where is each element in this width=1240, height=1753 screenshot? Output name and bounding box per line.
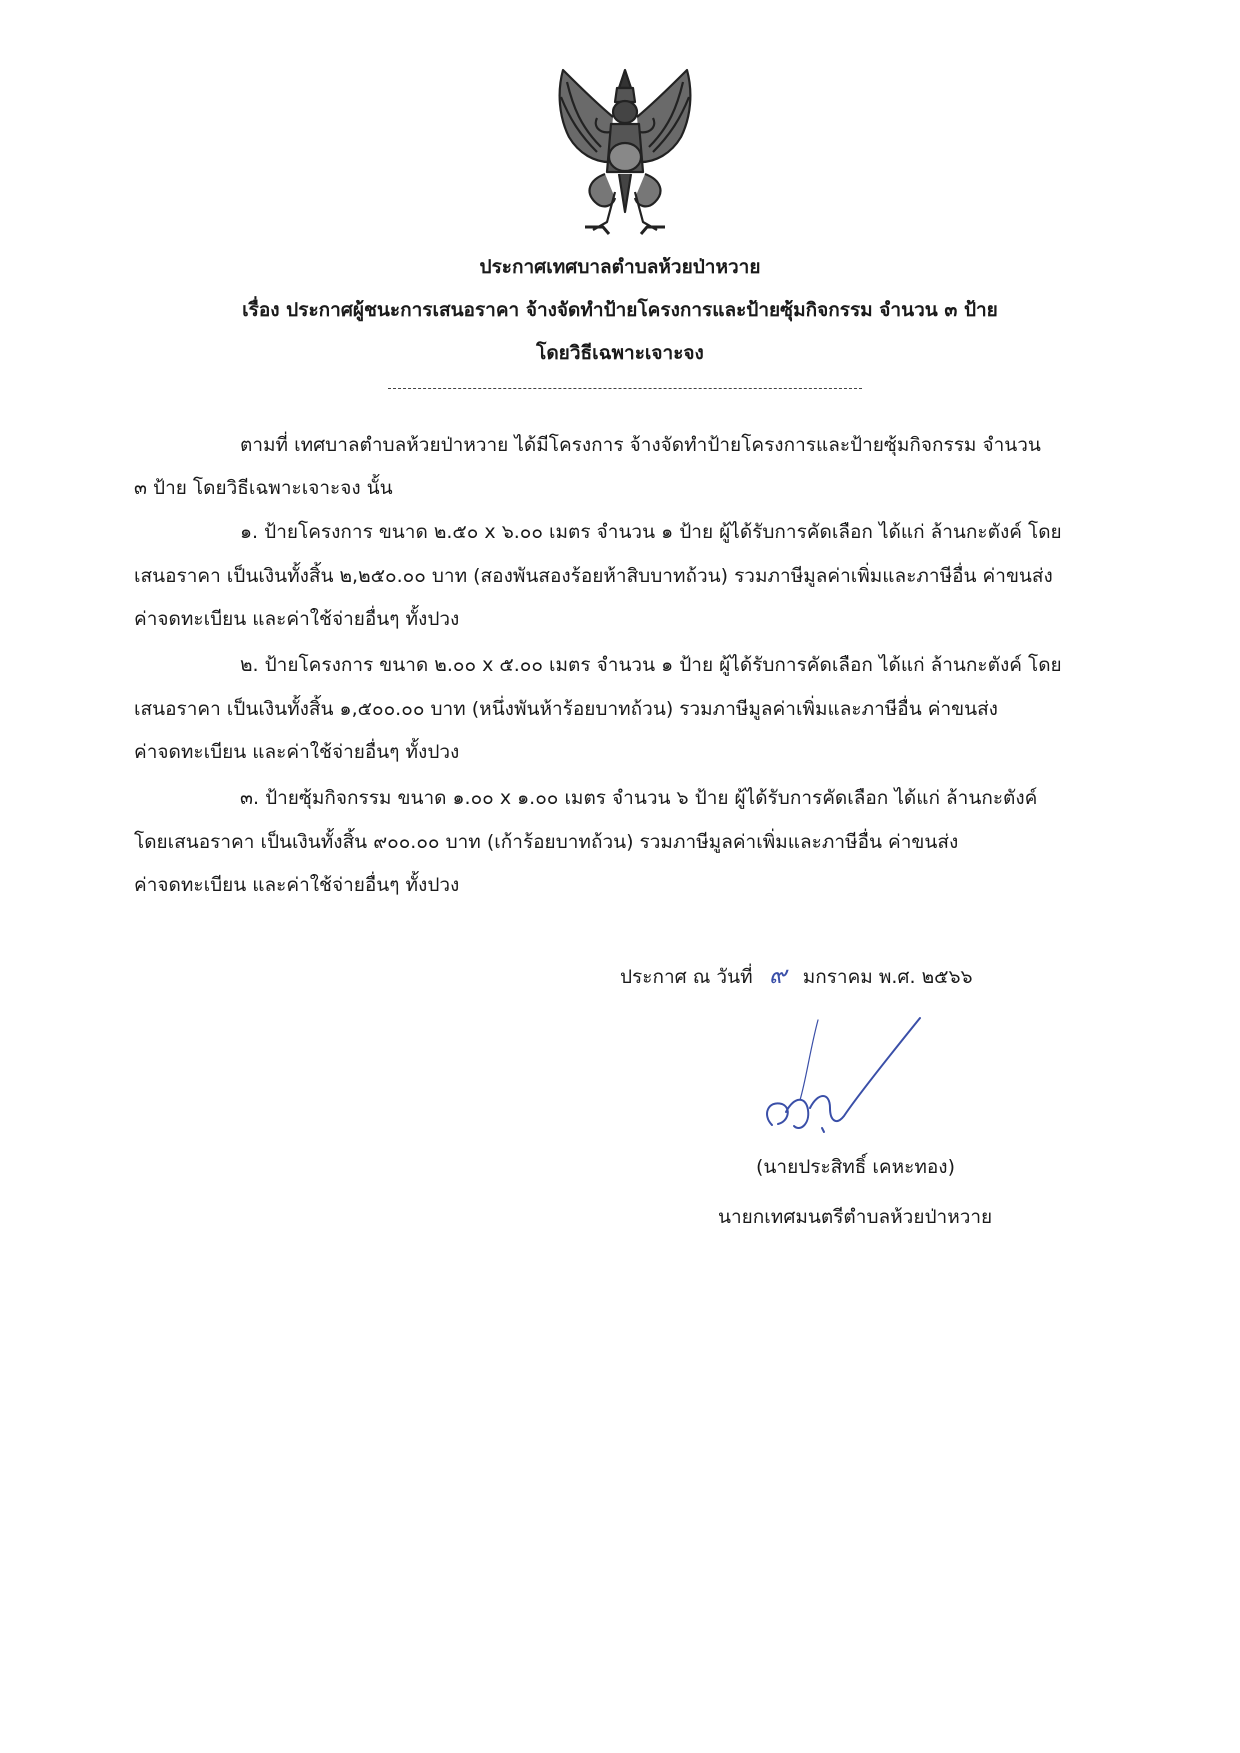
item-3-line-3: ค่าจดทะเบียน และค่าใช้จ่ายอื่นๆ ทั้งปวง xyxy=(134,874,460,896)
intro-line-1: ตามที่ เทศบาลตำบลห้วยป่าหวาย ได้มีโครงการ จ้างจัดทำป้ายโครงการและป้ายซุ้มกิจกรรม จำนวน xyxy=(240,434,1041,456)
intro-line-2: ๓ ป้าย โดยวิธีเฉพาะเจาะจง นั้น xyxy=(134,477,393,499)
signature-icon xyxy=(760,1000,950,1150)
dateline-month-year: มกราคม พ.ศ. ๒๕๖๖ xyxy=(802,966,973,988)
dateline xyxy=(620,962,973,990)
item-3-line-2: โดยเสนอราคา เป็นเงินทั้งสิ้น ๙๐๐.๐๐ บาท (เก้าร้อยบาทถ้วน) รวมภาษีมูลค่าเพิ่มและภาษีอื่น ค่าขนส่ง xyxy=(134,831,959,853)
garuda-emblem-icon xyxy=(545,62,705,237)
item-2-line-3: ค่าจดทะเบียน และค่าใช้จ่ายอื่นๆ ทั้งปวง xyxy=(134,741,460,763)
item-2-line-1: ๒. ป้ายโครงการ ขนาด ๒.๐๐ x ๕.๐๐ เมตร จำนวน ๑ ป้าย ผู้ได้รับการคัดเลือก ได้แก่ ล้านกะตังค์ โดย xyxy=(240,654,1062,676)
announcement-subject: เรื่อง ประกาศผู้ชนะการเสนอราคา จ้างจัดทำป้ายโครงการและป้ายซุ้มกิจกรรม จำนวน ๓ ป้าย xyxy=(242,299,998,321)
header-divider xyxy=(388,388,862,389)
item-2-line-2: เสนอราคา เป็นเงินทั้งสิ้น ๑,๕๐๐.๐๐ บาท (หนึ่งพันห้าร้อยบาทถ้วน) รวมภาษีมูลค่าเพิ่มและภาษีอื่น ค่าขนส่ง xyxy=(134,698,998,720)
item-1-line-1: ๑. ป้ายโครงการ ขนาด ๒.๕๐ x ๖.๐๐ เมตร จำนวน ๑ ป้าย ผู้ได้รับการคัดเลือก ได้แก่ ล้านกะตังค์ โดย xyxy=(240,521,1062,543)
dateline-day: ๙ xyxy=(768,961,787,989)
announcement-method: โดยวิธีเฉพาะเจาะจง xyxy=(536,342,704,364)
item-1-line-2: เสนอราคา เป็นเงินทั้งสิ้น ๒,๒๕๐.๐๐ บาท (สองพันสองร้อยห้าสิบบาทถ้วน) รวมภาษีมูลค่าเพิ่มและภาษีอื่น ค่าขนส่ง xyxy=(134,565,1053,587)
dateline-prefix: ประกาศ ณ วันที่ xyxy=(620,966,753,988)
signatory-name: (นายประสิทธิ์ เคหะทอง) xyxy=(756,1156,955,1178)
announcement-title: ประกาศเทศบาลตำบลห้วยป่าหวาย xyxy=(479,256,761,278)
item-1-line-3: ค่าจดทะเบียน และค่าใช้จ่ายอื่นๆ ทั้งปวง xyxy=(134,608,460,630)
item-3-line-1: ๓. ป้ายซุ้มกิจกรรม ขนาด ๑.๐๐ x ๑.๐๐ เมตร จำนวน ๖ ป้าย ผู้ได้รับการคัดเลือก ได้แก่ ล้านกะตังค์ xyxy=(240,787,1038,809)
signatory-position: นายกเทศมนตรีตำบลห้วยป่าหวาย xyxy=(718,1206,993,1228)
